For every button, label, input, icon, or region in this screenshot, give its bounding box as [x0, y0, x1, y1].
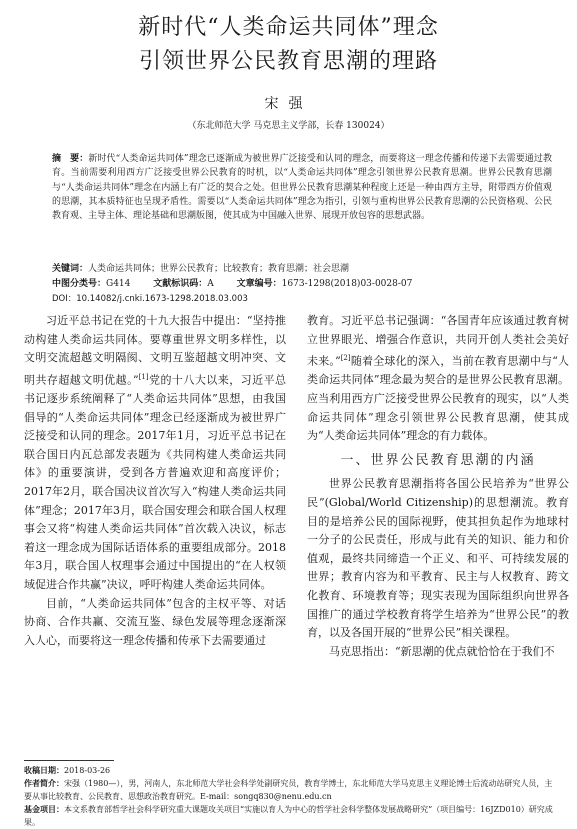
reference-marker: [2] [340, 354, 351, 363]
paper-title-line-2: 引领世界公民教育思潮的理路 [138, 49, 438, 74]
footnote-author-bio [24, 777, 554, 803]
author-name: 宋强 [264, 96, 313, 112]
document-code: A [207, 279, 214, 289]
body-paragraph: 习近平总书记在党的十九大报告中提出：“坚持推动构建人类命运共同体。要尊重世界文明多样性，以文明交流超越文明隔阂、文明互鉴超越文明冲突、文明共存超越文明优越。”[1]党的十八大以来，习近平总书记逐步系统阐释了“人类命运共同体”思想，由我国倡导的“人类命运共同体”理念已经逐渐成为被世界广泛接受和认同的理念。2017年1月，习近平总书记在联合国日内瓦总部发表题为《共同构建人类命运共同体》的重要演讲，受到各方普遍欢迎和高度评价；2017年2月，联合国决议首次写入“构建人类命运共同体”理念；2017年3月，联合国安理会和联合国人权理事会又将“构建人类命运共同体”首次载入决议，标志着这一理念成为国际话语体系的重要组成部分。2018年3月，联合国人权理事会通过中国提出的“在人权领域促进合作共赢”决议，呼吁构建人类命运共同体。 [24, 314, 287, 591]
footnote-received-date [24, 764, 554, 777]
author-bio-label: 作者简介： [24, 778, 64, 788]
document-code-label: 文献标识码： [153, 279, 208, 289]
doi: DOI：10.14082/j.cnki.1673-1298.2018.03.003 [52, 294, 248, 304]
received-date-label: 收稿日期： [24, 765, 64, 775]
body-paragraph: 马克思指出：“新思潮的优点就恰恰在于我们不 [329, 644, 555, 658]
abstract-label: 摘 要： [52, 154, 89, 164]
body-column-left [24, 312, 286, 650]
reference-marker: [1] [138, 372, 149, 381]
author-affiliation: （东北师范大学 马克思主义学部，长春 130024） [187, 121, 390, 131]
footnote-divider [24, 760, 114, 761]
keywords-label: 关键词： [52, 264, 89, 274]
body-paragraph: 教育。习近平总书记强调：“各国青年应该通过教育树立世界眼光、增强合作意识，共同开创人类社会美好未来。”[2]随着全球化的深入，当前在教育思潮中与“人类命运共同体”理念最为契合的是世界公民教育思潮。应当利用西方广泛接受世界公民教育的现实，以“人类命运共同体”理念引领世界公民教育思潮，使其成为“人类命运共同体”理念的有力载体。 [307, 314, 570, 443]
footnote-funding [24, 803, 554, 829]
abstract-text: 新时代“人类命运共同体”理念已逐渐成为被世界广泛接受和认同的理念，而要将这一理念传播和传递下去需要通过教育。当前需要利用西方广泛接受世界公民教育的时机，以“人类命运共同体”理念引领世界公民教育思潮。世界公民教育思潮与“人类命运共同体”理念在内涵上有广泛的契合之处。但世界公民教育思潮某种程度上还是一种由西方主导，附带西方价值观的思潮，其本质特征也呈现矛盾性。需要以“人类命运共同体”理念为指引，引领与重构世界公民教育思潮的公民资格观、公民教育观、主导主体、理论基础和思潮版图，使其成为中国融入世界、展现开放包容的思想武器。 [52, 154, 552, 222]
body-paragraph: 世界公民教育思潮指将各国公民培养为“世界公民”(Global/World Citizenship)的思想潮流。教育目的是培养公民的国际视野，使其担负起作为地球村一分子的公民责任，形成与此有关的知识、能力和价值观，最终共同缔造一个正义、和平、可持续发展的世界；教育内容为和平教育、民主与人权教育、跨文化教育、环境教育等；现实表现为国际组织向世界各国推广的通过学校教育将学生培养为“世界公民”的教育，以及各国开展的“世界公民”相关课程。 [307, 477, 569, 640]
body-paragraph: 目前，“人类命运共同体”包含的主权平等、对话协商、合作共赢、交流互鉴、绿色发展等理念逐渐深入人心，而要将这一理念传播和传承下去需要通过 [24, 596, 286, 647]
clc-number: G414 [106, 279, 131, 289]
keywords [52, 262, 552, 276]
funding-text: 本文系教育部哲学社会科学研究重大课题攻关项目“实施以育人为中心的哲学社会科学整体发展战略研究”（项目编号：16JZD010）研究成果。 [24, 805, 553, 827]
keywords-text: 人类命运共同体；世界公民教育；比较教育；教育思潮；社会思潮 [88, 264, 350, 274]
classification-line [52, 277, 552, 291]
paper-title-line-1: 新时代“人类命运共同体”理念 [138, 15, 439, 40]
received-date: 2018-03-26 [64, 766, 111, 775]
clc-label: 中图分类号： [52, 279, 107, 289]
author-bio: 宋强（1980—），男，河南人，东北师范大学社会科学处副研究员，教育学博士，东北师范大学马克思主义理论博士后流动站研究人员，主要从事比较教育、公民教育、思想政治教育研究。E-mail：songq830@nenu.edu.cn [24, 779, 553, 801]
body-column-right [307, 312, 569, 661]
section-heading: 一、世界公民教育思潮的内涵 [340, 452, 536, 468]
funding-label: 基金项目： [24, 804, 64, 814]
article-number-label: 文章编号： [236, 279, 282, 289]
article-number: 1673-1298(2018)03-0028-07 [281, 279, 413, 289]
abstract [52, 152, 552, 223]
